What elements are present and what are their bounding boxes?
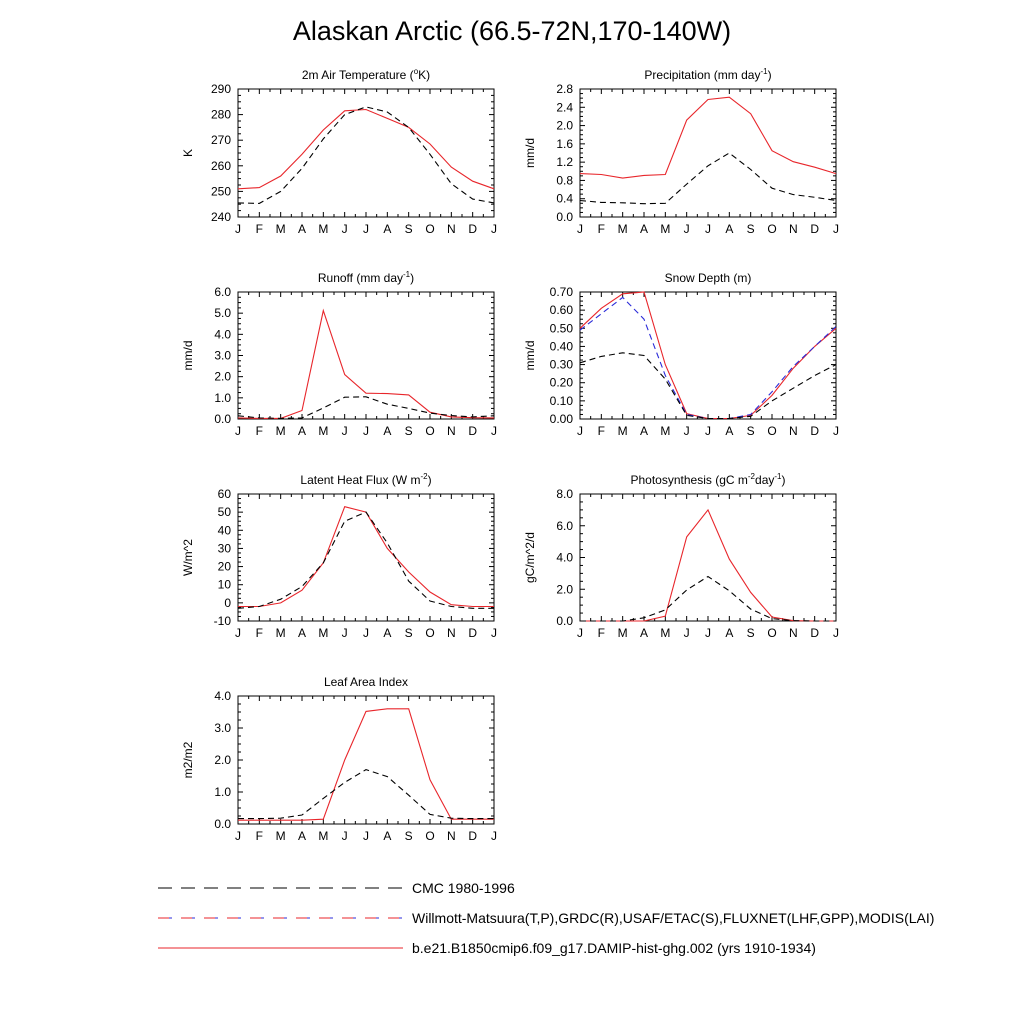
panel-lai xyxy=(181,675,497,843)
y-tick-label: 0.20 xyxy=(549,375,573,390)
x-tick-label: A xyxy=(639,424,649,438)
x-tick-label: M xyxy=(275,424,286,438)
legend-line-model xyxy=(158,941,403,955)
y-axis-label-lhf: W/m^2 xyxy=(181,539,195,576)
y-tick-label: 4.0 xyxy=(556,550,573,565)
x-tick-label: A xyxy=(725,626,734,640)
y-tick-label: 0.0 xyxy=(214,817,231,831)
panel-runoff xyxy=(181,270,497,438)
x-tick-label: M xyxy=(318,222,329,236)
x-tick-label: A xyxy=(297,424,307,438)
panel-prec xyxy=(523,67,839,236)
x-tick-label: M xyxy=(660,222,671,236)
x-tick-label: D xyxy=(810,626,820,640)
x-tick-label: J xyxy=(577,424,583,438)
x-tick-label: M xyxy=(275,829,286,843)
x-tick-label: J xyxy=(705,626,711,640)
legend-label-cmc: CMC 1980-1996 xyxy=(412,880,515,896)
y-tick-label: 270 xyxy=(210,133,231,148)
y-tick-label: 1.2 xyxy=(556,155,573,170)
series-line-obs xyxy=(580,297,836,418)
y-tick-label: 0.8 xyxy=(556,173,573,188)
y-tick-label: 1.0 xyxy=(214,390,231,405)
x-tick-label: O xyxy=(767,626,777,640)
x-tick-label: J xyxy=(491,829,497,843)
x-tick-label: F xyxy=(255,424,264,438)
legend-label-obs: Willmott-Matsuura(T,P),GRDC(R),USAF/ETAC(S),FLUXNET(LHF,GPP),MODIS(LAI) xyxy=(412,910,935,926)
y-tick-label: 4.0 xyxy=(214,689,231,703)
x-tick-label: J xyxy=(363,829,369,843)
y-tick-label: 50 xyxy=(217,505,231,520)
panel-title-gpp: Photosynthesis (gC $m^{-2}day^{-1}$) xyxy=(630,472,786,487)
x-tick-label: A xyxy=(383,222,392,236)
x-tick-label: A xyxy=(297,829,307,843)
x-tick-label: D xyxy=(810,222,820,236)
x-tick-label: J xyxy=(833,222,839,236)
x-tick-label: N xyxy=(446,626,456,640)
x-tick-label: A xyxy=(297,626,307,640)
x-tick-label: A xyxy=(639,222,649,236)
x-tick-label: O xyxy=(425,829,435,843)
series-line-cmc xyxy=(238,770,494,819)
x-tick-label: M xyxy=(275,626,286,640)
panel-title-runoff: Runoff (mm day$^{-1}$) xyxy=(317,270,415,285)
plot-frame-prec xyxy=(580,89,836,217)
y-tick-label: 0 xyxy=(224,595,231,610)
panel-tsa xyxy=(181,67,497,236)
x-tick-label: S xyxy=(746,222,755,236)
y-tick-label: 0.10 xyxy=(549,393,573,408)
y-tick-label: 6.0 xyxy=(556,518,573,533)
legend-line-obs xyxy=(158,911,403,925)
x-tick-label: J xyxy=(833,424,839,438)
x-tick-label: J xyxy=(341,424,348,438)
y-tick-label: 0.0 xyxy=(214,412,231,426)
x-tick-label: O xyxy=(767,222,777,236)
y-tick-label: 20 xyxy=(217,559,231,574)
x-tick-label: J xyxy=(341,222,348,236)
y-tick-label: 0.30 xyxy=(549,357,573,372)
y-tick-label: 4.0 xyxy=(214,327,231,342)
y-tick-label: 1.6 xyxy=(556,136,573,151)
y-tick-label: 60 xyxy=(217,487,231,501)
x-tick-label: O xyxy=(425,626,435,640)
x-tick-label: J xyxy=(363,424,369,438)
x-tick-label: F xyxy=(255,626,264,640)
y-tick-label: 260 xyxy=(210,158,231,173)
x-tick-label: J xyxy=(683,424,690,438)
x-tick-label: J xyxy=(491,222,497,236)
series-line-model xyxy=(580,510,836,621)
panel-title-prec: Precipitation (mm day$^{-1}$) xyxy=(644,67,772,82)
series-line-model xyxy=(580,292,836,419)
panel-title-snowdp: Snow Depth (m) xyxy=(664,271,752,285)
x-tick-label: S xyxy=(404,829,413,843)
series-line-cmc xyxy=(238,512,494,608)
y-tick-label: 240 xyxy=(210,210,231,224)
y-tick-label: 2.8 xyxy=(556,82,573,96)
legend-item-model xyxy=(158,938,998,968)
x-tick-label: D xyxy=(810,424,820,438)
x-tick-label: J xyxy=(833,626,839,640)
x-tick-label: D xyxy=(468,829,478,843)
x-tick-label: J xyxy=(363,222,369,236)
x-tick-label: D xyxy=(468,424,478,438)
panel-title-tsa: 2m Air Temperature ($^o$K) xyxy=(301,67,431,82)
y-tick-label: 1.0 xyxy=(214,785,231,799)
panel-gpp xyxy=(523,472,839,640)
series-line-cmc xyxy=(238,107,494,203)
y-axis-label-snowdp: mm/d xyxy=(523,340,537,371)
x-tick-label: A xyxy=(383,626,392,640)
y-axis-label-gpp: gC/m^2/d xyxy=(523,532,537,583)
x-tick-label: O xyxy=(425,424,435,438)
x-tick-label: J xyxy=(235,424,241,438)
legend-item-obs xyxy=(158,908,998,938)
y-tick-label: 0.40 xyxy=(549,339,573,354)
x-tick-label: N xyxy=(788,424,798,438)
x-tick-label: N xyxy=(788,222,798,236)
panel-title-lai: Leaf Area Index xyxy=(323,675,409,689)
x-tick-label: F xyxy=(255,222,264,236)
legend xyxy=(158,878,998,968)
y-tick-label: 0.00 xyxy=(549,412,573,426)
x-tick-label: J xyxy=(683,222,690,236)
series-line-model xyxy=(238,311,494,419)
plot-frame-gpp xyxy=(580,494,836,621)
x-tick-label: J xyxy=(705,424,711,438)
x-tick-label: M xyxy=(660,424,671,438)
x-tick-label: F xyxy=(597,222,606,236)
x-tick-label: A xyxy=(383,829,392,843)
x-tick-label: S xyxy=(404,424,413,438)
x-tick-label: J xyxy=(577,626,583,640)
x-tick-label: M xyxy=(617,626,628,640)
figure-title: Alaskan Arctic (66.5-72N,170-140W) xyxy=(292,16,732,46)
y-tick-label: 3.0 xyxy=(214,721,231,735)
x-tick-label: O xyxy=(767,424,777,438)
x-tick-label: J xyxy=(363,626,369,640)
y-tick-label: 2.0 xyxy=(214,753,231,767)
y-tick-label: 2.4 xyxy=(556,100,573,115)
x-tick-label: N xyxy=(446,222,456,236)
x-tick-label: D xyxy=(468,626,478,640)
panel-lhf xyxy=(181,472,497,640)
y-axis-label-tsa: K xyxy=(181,148,195,158)
y-tick-label: 40 xyxy=(217,523,231,538)
x-tick-label: M xyxy=(318,829,329,843)
y-tick-label: 250 xyxy=(210,184,231,199)
y-tick-label: 0.4 xyxy=(556,191,573,206)
x-tick-label: J xyxy=(577,222,583,236)
x-tick-label: M xyxy=(318,626,329,640)
x-tick-label: N xyxy=(446,424,456,438)
x-tick-label: F xyxy=(597,424,606,438)
panel-title-lhf: Latent Heat Flux (W $m^{-2}$) xyxy=(300,472,432,487)
legend-line-cmc xyxy=(158,881,403,895)
x-tick-label: A xyxy=(383,424,392,438)
x-tick-label: A xyxy=(725,222,734,236)
x-tick-label: N xyxy=(446,829,456,843)
y-tick-label: 280 xyxy=(210,107,231,122)
x-tick-label: J xyxy=(683,626,690,640)
y-tick-label: 0.70 xyxy=(549,285,573,299)
x-tick-label: A xyxy=(639,626,649,640)
plot-frame-lai xyxy=(238,696,494,824)
x-tick-label: A xyxy=(297,222,307,236)
panel-snowdp xyxy=(523,271,839,438)
x-tick-label: N xyxy=(788,626,798,640)
y-tick-label: 290 xyxy=(210,82,231,96)
x-tick-label: J xyxy=(235,626,241,640)
y-tick-label: 5.0 xyxy=(214,306,231,321)
x-tick-label: J xyxy=(491,424,497,438)
x-tick-label: F xyxy=(597,626,606,640)
y-axis-label-prec: mm/d xyxy=(523,138,537,168)
x-tick-label: S xyxy=(746,626,755,640)
y-tick-label: 6.0 xyxy=(214,285,231,299)
y-tick-label: 3.0 xyxy=(214,348,231,363)
plot-frame-tsa xyxy=(238,89,494,217)
x-tick-label: M xyxy=(617,424,628,438)
x-tick-label: F xyxy=(255,829,264,843)
y-tick-label: 8.0 xyxy=(556,487,573,501)
series-line-cmc xyxy=(580,577,836,622)
x-tick-label: J xyxy=(341,829,348,843)
x-tick-label: O xyxy=(425,222,435,236)
x-tick-label: J xyxy=(235,829,241,843)
x-tick-label: D xyxy=(468,222,478,236)
x-tick-label: M xyxy=(275,222,286,236)
x-tick-label: M xyxy=(318,424,329,438)
y-axis-label-runoff: mm/d xyxy=(181,340,195,371)
legend-label-model: b.e21.B1850cmip6.f09_g17.DAMIP-hist-ghg.002 (yrs 1910-1934) xyxy=(412,940,816,956)
plot-frame-snowdp xyxy=(580,292,836,419)
x-tick-label: M xyxy=(617,222,628,236)
series-line-model xyxy=(238,110,494,189)
x-tick-label: J xyxy=(705,222,711,236)
series-line-model xyxy=(238,709,494,820)
x-tick-label: M xyxy=(660,626,671,640)
y-tick-label: 30 xyxy=(217,541,231,556)
y-tick-label: -10 xyxy=(213,614,231,628)
y-tick-label: 2.0 xyxy=(556,118,573,133)
x-tick-label: A xyxy=(725,424,734,438)
y-tick-label: 2.0 xyxy=(214,369,231,384)
x-tick-label: J xyxy=(235,222,241,236)
series-line-model xyxy=(238,507,494,607)
x-tick-label: J xyxy=(341,626,348,640)
series-line-cmc xyxy=(580,153,836,204)
legend-item-cmc xyxy=(158,878,998,908)
x-tick-label: S xyxy=(746,424,755,438)
plot-frame-runoff xyxy=(238,292,494,419)
y-tick-label: 10 xyxy=(217,577,231,592)
y-tick-label: 0.0 xyxy=(556,614,573,628)
y-tick-label: 0.0 xyxy=(556,210,573,224)
x-tick-label: S xyxy=(404,222,413,236)
y-tick-label: 0.50 xyxy=(549,321,573,336)
y-tick-label: 2.0 xyxy=(556,582,573,597)
y-axis-label-lai: m2/m2 xyxy=(181,741,195,779)
y-tick-label: 0.60 xyxy=(549,303,573,318)
x-tick-label: S xyxy=(404,626,413,640)
x-tick-label: J xyxy=(491,626,497,640)
